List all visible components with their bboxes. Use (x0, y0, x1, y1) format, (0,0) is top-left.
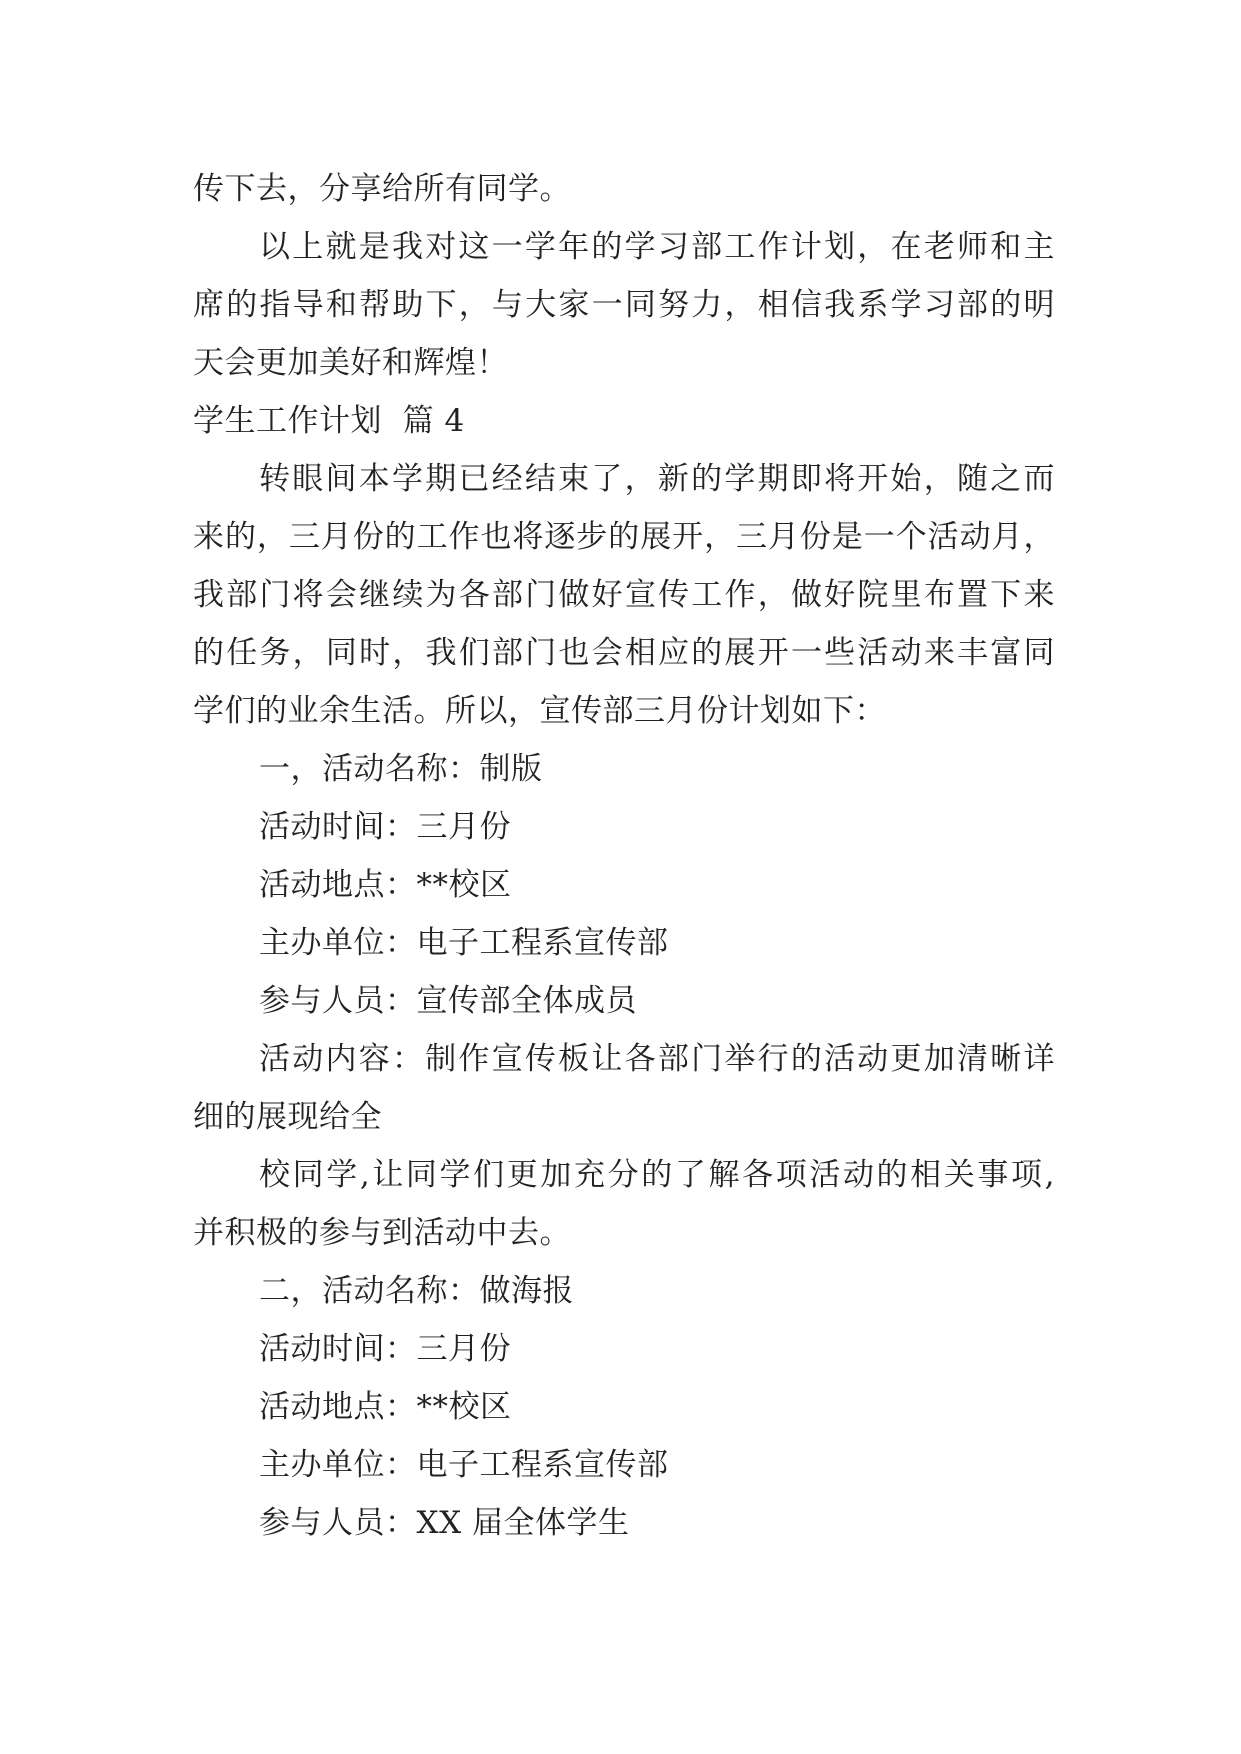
paragraph-line: 席的指导和帮助下，与大家一同努力，相信我系学习部的明 (193, 287, 1055, 323)
activity-participants: 参与人员：宣传部全体成员 (259, 983, 637, 1019)
activity-name: 一，活动名称：制版 (259, 751, 543, 787)
activity-name: 二，活动名称：做海报 (259, 1273, 574, 1309)
paragraph-line: 学们的业余生活。所以，宣传部三月份计划如下： (193, 693, 886, 729)
activity-organizer: 主办单位：电子工程系宣传部 (259, 925, 669, 961)
paragraph-line: 以上就是我对这一学年的学习部工作计划，在老师和主 (259, 229, 1055, 265)
paragraph-line: 天会更加美好和辉煌！ (193, 345, 508, 381)
activity-content-line: 细的展现给全 (193, 1099, 382, 1135)
activity-content-line: 活动内容：制作宣传板让各部门举行的活动更加清晰详 (259, 1041, 1055, 1077)
document-body (193, 160, 1055, 1552)
activity-time: 活动时间：三月份 (259, 1331, 511, 1367)
paragraph-line: 的任务，同时，我们部门也会相应的展开一些活动来丰富同 (193, 635, 1055, 671)
activity-place: 活动地点：**校区 (259, 1389, 512, 1425)
activity-time: 活动时间：三月份 (259, 809, 511, 845)
activity-content-line: 并积极的参与到活动中去。 (193, 1215, 571, 1251)
activity-organizer: 主办单位：电子工程系宣传部 (259, 1447, 669, 1483)
paragraph-line: 我部门将会继续为各部门做好宣传工作，做好院里布置下来 (193, 577, 1055, 613)
section-heading: 学生工作计划 篇 4 (193, 403, 465, 439)
paragraph-line: 传下去，分享给所有同学。 (193, 171, 571, 207)
activity-place: 活动地点：**校区 (259, 867, 512, 903)
activity-participants: 参与人员：XX 届全体学生 (259, 1505, 630, 1541)
activity-content-line: 校同学,让同学们更加充分的了解各项活动的相关事项, (259, 1157, 1055, 1193)
paragraph-line: 来的，三月份的工作也将逐步的展开，三月份是一个活动月， (193, 519, 1055, 555)
paragraph-line: 转眼间本学期已经结束了，新的学期即将开始，随之而 (259, 461, 1055, 497)
